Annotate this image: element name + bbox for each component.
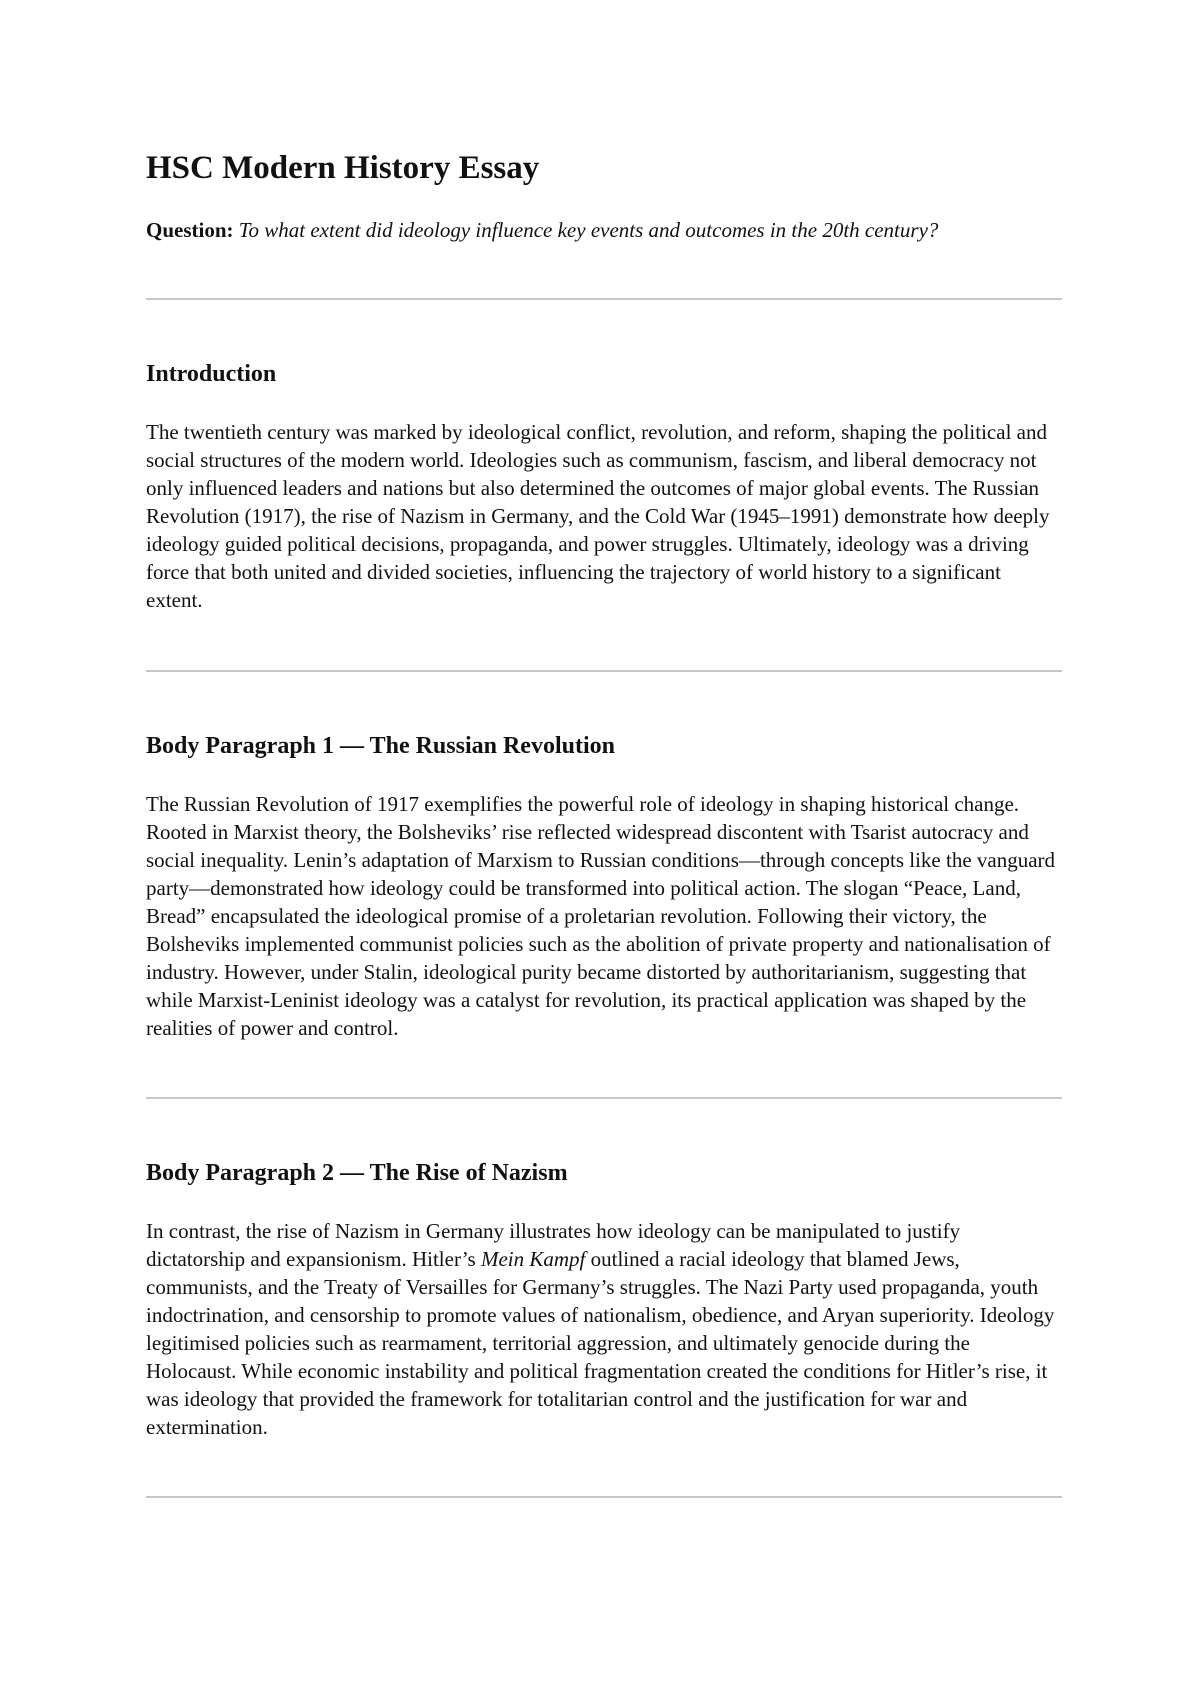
section-body-rise-of-nazism — [146, 1217, 1062, 1441]
body-text: In contrast, the rise of Nazism in Germany illustrates how ideology can be manipulated to justify dictatorship and expansionism. Hitler’s — [146, 1219, 961, 1271]
essay-question — [146, 216, 1046, 244]
section-body-russian-revolution: The Russian Revolution of 1917 exemplifies the powerful role of ideology in shaping historical change. Rooted in Marxist theory, the Bolsheviks’ rise reflected widespread discontent with Tsarist autocracy and social inequality. Lenin’s adaptation of Marxism to Russian conditions—through concepts like the vanguard party—demonstrated how ideology could be transformed into political action. The slogan “Peace, Land, Bread” encapsulated the ideological promise of a proletarian revolution. Following their victory, the Bolsheviks implemented communist policies such as the abolition of private property and nationalisation of industry. However, under Stalin, ideological purity became distorted by authoritarianism, suggesting that while Marxist-Leninist ideology was a catalyst for revolution, its practical application was shaped by the realities of power and control. — [146, 792, 1056, 1040]
page-title: HSC Modern History Essay — [146, 150, 540, 186]
section-body-introduction: The twentieth century was marked by ideological conflict, revolution, and reform, shaping the political and social structures of the modern world. Ideologies such as communism, fascism, and liberal democracy not only influenced leaders and nations but also determined the outcomes of major global events. The Russian Revolution (1917), the rise of Nazism in Germany, and the Cold War (1945–1991) demonstrate how deeply ideology guided political decisions, propaganda, and power struggles. Ultimately, ideology was a driving force that both united and divided societies, influencing the trajectory of world history to a significant extent. — [146, 420, 1050, 612]
section-divider — [146, 670, 1062, 672]
section-divider — [146, 1097, 1062, 1099]
section-divider — [146, 1496, 1062, 1498]
question-label: Question: — [146, 218, 234, 242]
body-text: outlined a racial ideology that blamed Jews, communists, and the Treaty of Versailles for Germany’s struggles. The Nazi Party used propaganda, youth indoctrination, and censorship to promote values of nationalism, obedience, and Aryan superiority. Ideology legitimised policies such as rearmament, territorial aggression, and ultimately genocide during the Holocaust. While economic instability and political fragmentation created the conditions for Hitler’s rise, it was ideology that provided the framework for totalitarian control and the justification for war and extermination. — [146, 1247, 1055, 1439]
section-heading-russian-revolution: Body Paragraph 1 — The Russian Revolution — [146, 733, 615, 759]
question-text: To what extent did ideology influence key events and outcomes in the 20th century? — [238, 218, 939, 242]
book-title: Mein Kampf — [480, 1247, 586, 1271]
section-divider — [146, 298, 1062, 300]
section-heading-introduction: Introduction — [146, 361, 277, 387]
section-heading-rise-of-nazism: Body Paragraph 2 — The Rise of Nazism — [146, 1160, 568, 1186]
